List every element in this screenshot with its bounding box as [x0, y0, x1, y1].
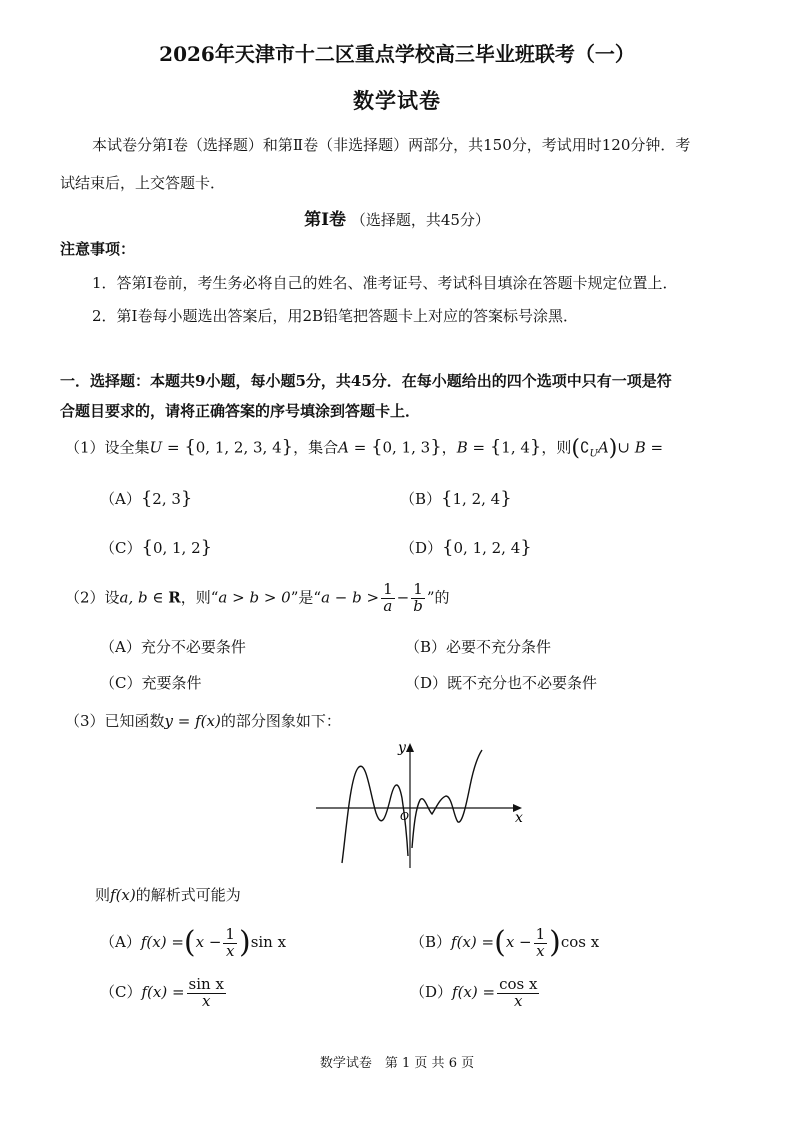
var-B: B — [456, 438, 468, 457]
option-text: 充要条件 — [141, 674, 202, 692]
complement-subscript: U — [589, 448, 598, 460]
q2-option-d — [405, 672, 597, 693]
q3-stem — [65, 710, 341, 731]
var-A: A — [597, 438, 609, 457]
q3-function: y = f(x) — [164, 712, 221, 730]
numerator: 1 — [411, 582, 425, 599]
denominator: a — [383, 596, 393, 615]
exam-title: 2026年天津市十二区重点学校高三毕业班联考（一） — [159, 42, 635, 66]
option-label: （D） — [410, 983, 453, 1001]
option-label: （A） — [100, 490, 141, 508]
option-set: 0, 1, 2 — [152, 539, 201, 557]
option-paren-left: x − — [195, 933, 222, 951]
option-text: 既不充分也不必要条件 — [447, 674, 598, 692]
numerator: 1 — [225, 924, 235, 943]
q1-stem-text: ，则 — [541, 438, 572, 457]
curve-left-branch — [342, 766, 408, 863]
equals: = — [348, 438, 372, 457]
option-label: （B） — [400, 490, 442, 508]
section-heading-line-1: 一．选择题：本题共9小题，每小题5分，共45分．在每小题给出的四个选项中只有一项是符 — [60, 372, 672, 390]
exam-subtitle: 数学试卷 — [353, 88, 441, 113]
denominator: x — [225, 941, 235, 960]
option-label: （A） — [100, 933, 141, 951]
q3-fx: f(x) — [110, 886, 136, 904]
option-label: （C） — [100, 539, 142, 557]
option-lhs: f(x) = — [451, 933, 495, 951]
var-A: A — [338, 438, 349, 457]
option-label: （B） — [410, 933, 452, 951]
intro-line-2: 试结束后，上交答题卡． — [60, 174, 226, 192]
q2-stem-text: ，则“ — [180, 588, 219, 607]
fraction-1-over-b — [411, 582, 425, 615]
equals: = — [162, 438, 185, 457]
union-tail: ∪ B = — [617, 438, 664, 457]
notes-heading: 注意事项： — [60, 240, 136, 258]
q3-then: 则 — [95, 886, 111, 904]
fraction-sinx-over-x — [187, 974, 226, 1010]
denominator: x — [514, 991, 523, 1010]
part1-title: 第Ⅰ卷 — [304, 210, 347, 230]
q3-then-tail: 的解析式可能为 — [135, 886, 241, 904]
q1-stem: （1）设全集U = {0, 1, 2, 3, 4}，集合A = {0, 1, 3}，B = {1, 4}，则$(∁_UA)\cup$ B = — [65, 436, 664, 461]
real-set-symbol: R — [168, 588, 181, 607]
q2-stem — [65, 582, 449, 615]
q2-vars: a, b ∈ — [119, 588, 169, 607]
note-item-1: 1．答第Ⅰ卷前，考生务必将自己的姓名、准考证号、考试科目填涂在答题卡规定位置上． — [92, 274, 678, 292]
q3-stem-text: 的部分图象如下： — [220, 712, 341, 730]
option-label: （C） — [100, 983, 142, 1001]
q3-option-b: （B）f(x) =(x − $\frac{1}{x}$ )cos x — [410, 924, 600, 960]
numerator: cos x — [499, 974, 538, 993]
numerator: 1 — [535, 924, 546, 943]
q1-option-c: （C）{0, 1, 2} — [100, 537, 213, 558]
set-U: 0, 1, 2, 3, 4 — [195, 438, 282, 457]
option-paren-left: x − — [505, 933, 532, 951]
option-text: 必要不充分条件 — [446, 638, 552, 656]
q1-option-b: （B）{1, 2, 4} — [400, 488, 512, 509]
function-graph — [310, 738, 532, 874]
q2-stem-text: ”的 — [426, 588, 450, 607]
part1-heading — [0, 205, 794, 230]
complement-symbol: ∁ — [579, 438, 590, 457]
denominator: x — [536, 941, 545, 960]
q3-option-c — [100, 972, 228, 1012]
q1-option-a: （A）{2, 3} — [100, 488, 193, 509]
option-set: 2, 3 — [152, 490, 181, 508]
denominator: x — [202, 991, 211, 1010]
option-label: （B） — [405, 638, 447, 656]
option-label: （A） — [100, 638, 141, 656]
q3-stem-text: （3）已知函数 — [65, 712, 165, 730]
curve-right-branch — [412, 750, 482, 848]
var-U: U — [149, 438, 163, 457]
option-set: 1, 2, 4 — [452, 490, 501, 508]
numerator: sin x — [188, 974, 224, 993]
equals: = — [467, 438, 490, 457]
q3-option-d — [410, 972, 541, 1012]
part1-subtitle: （选择题，共45分） — [350, 211, 490, 229]
option-trig: sin x — [250, 933, 287, 951]
x-axis-label: x — [515, 810, 523, 826]
numerator: 1 — [383, 580, 393, 598]
q2-stem-text: （2）设 — [65, 588, 120, 607]
fraction-1-over-a — [381, 582, 395, 615]
option-lhs: f(x) = — [140, 933, 184, 951]
y-axis-arrow — [406, 743, 414, 752]
set-A: 0, 1, 3 — [382, 438, 431, 457]
q1-stem-text: （1）设全集 — [65, 438, 150, 457]
q2-stem-text: ”是“ — [290, 588, 322, 607]
q2-option-a — [100, 636, 246, 657]
q1-option-d: （D）{0, 1, 2, 4} — [400, 537, 532, 558]
fraction-1-over-x — [534, 924, 548, 960]
minus-sign: − — [396, 588, 410, 607]
q3-option-a: （A）f(x) =(x − $\frac{1}{x}$ )sin x — [100, 924, 287, 960]
option-lhs: f(x) = — [452, 983, 496, 1001]
option-trig: cos x — [560, 933, 600, 951]
option-text: 充分不必要条件 — [140, 638, 246, 656]
origin-label: O — [400, 810, 410, 823]
note-item-2: 2．第Ⅰ卷每小题选出答案后，用2B铅笔把答题卡上对应的答案标号涂黑． — [92, 307, 579, 325]
option-set: 0, 1, 2, 4 — [453, 539, 521, 557]
q2-condition: a > b > 0 — [218, 588, 291, 607]
q2-lhs: a − b > — [321, 588, 380, 607]
fraction-1-over-x — [223, 924, 237, 960]
set-B: 1, 4 — [501, 438, 530, 457]
option-label: （C） — [100, 674, 142, 692]
option-label: （D） — [400, 539, 443, 557]
page-footer: 数学试卷 第 1 页 共 6 页 — [319, 1056, 475, 1071]
intro-line-1: 本试卷分第Ⅰ卷（选择题）和第Ⅱ卷（非选择题）两部分，共150分，考试用时120分钟．考 — [92, 136, 691, 154]
q1-stem-text: ，集合 — [293, 438, 339, 457]
option-lhs: f(x) = — [141, 983, 185, 1001]
q2-option-b — [405, 636, 551, 657]
section-heading-line-2: 合题目要求的，请将正确答案的序号填涂到答题卡上． — [60, 402, 421, 420]
fraction-cosx-over-x — [497, 974, 539, 1010]
option-label: （D） — [405, 674, 448, 692]
y-axis-label: y — [398, 740, 406, 756]
q3-question — [95, 884, 241, 905]
denominator: b — [413, 596, 423, 615]
q2-option-c — [100, 672, 202, 693]
